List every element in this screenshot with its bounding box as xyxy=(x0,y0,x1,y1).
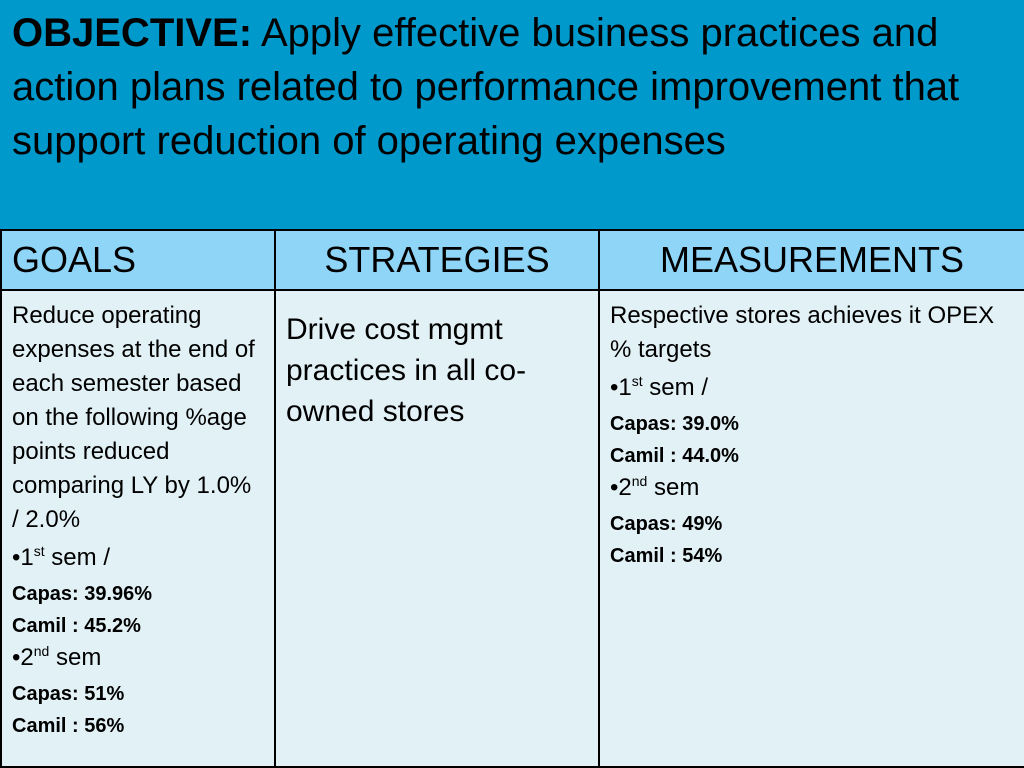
header-measurements: MEASUREMENTS xyxy=(599,230,1024,290)
measurements-cell xyxy=(599,290,1024,767)
goals-sem1-camil: Camil : 45.2% xyxy=(12,615,141,637)
objective-text: Apply effective business practices and action plans related to performance improvement that support reduction of operating expenses xyxy=(12,11,960,163)
measurements-sem2-bullet: •2nd sem xyxy=(610,473,700,501)
goals-sem1-bullet: •1st sem / xyxy=(12,543,110,571)
goals-sem2-capas: Capas: 51% xyxy=(12,683,125,705)
goals-table xyxy=(0,229,1024,768)
measurements-sem1-bullet: •1st sem / xyxy=(610,373,708,401)
measurements-sem2-camil: Camil : 54% xyxy=(610,545,723,567)
measurements-sem1-camil: Camil : 44.0% xyxy=(610,445,739,467)
measurements-description: Respective stores achieves it OPEX % targets xyxy=(610,302,995,363)
objective-label: OBJECTIVE: xyxy=(12,11,253,55)
goals-sem2-bullet: •2nd sem xyxy=(12,643,102,671)
goals-sem2-camil: Camil : 56% xyxy=(12,715,125,737)
table-row xyxy=(1,290,1024,767)
table-header-row xyxy=(1,230,1024,290)
goals-cell xyxy=(1,290,275,767)
goals-sem1-capas: Capas: 39.96% xyxy=(12,583,153,605)
measurements-sem1-capas: Capas: 39.0% xyxy=(610,413,739,435)
measurements-sem2-capas: Capas: 49% xyxy=(610,513,723,535)
strategies-text: Drive cost mgmt practices in all co-owned stores xyxy=(286,313,527,428)
header-goals: GOALS xyxy=(1,230,275,290)
objective-heading xyxy=(12,6,1012,168)
goals-description: Reduce operating expenses at the end of each semester based on the following %age points reduced comparing LY by 1.0% / 2.0% xyxy=(12,302,255,533)
strategies-cell xyxy=(275,290,599,767)
header-strategies: STRATEGIES xyxy=(275,230,599,290)
